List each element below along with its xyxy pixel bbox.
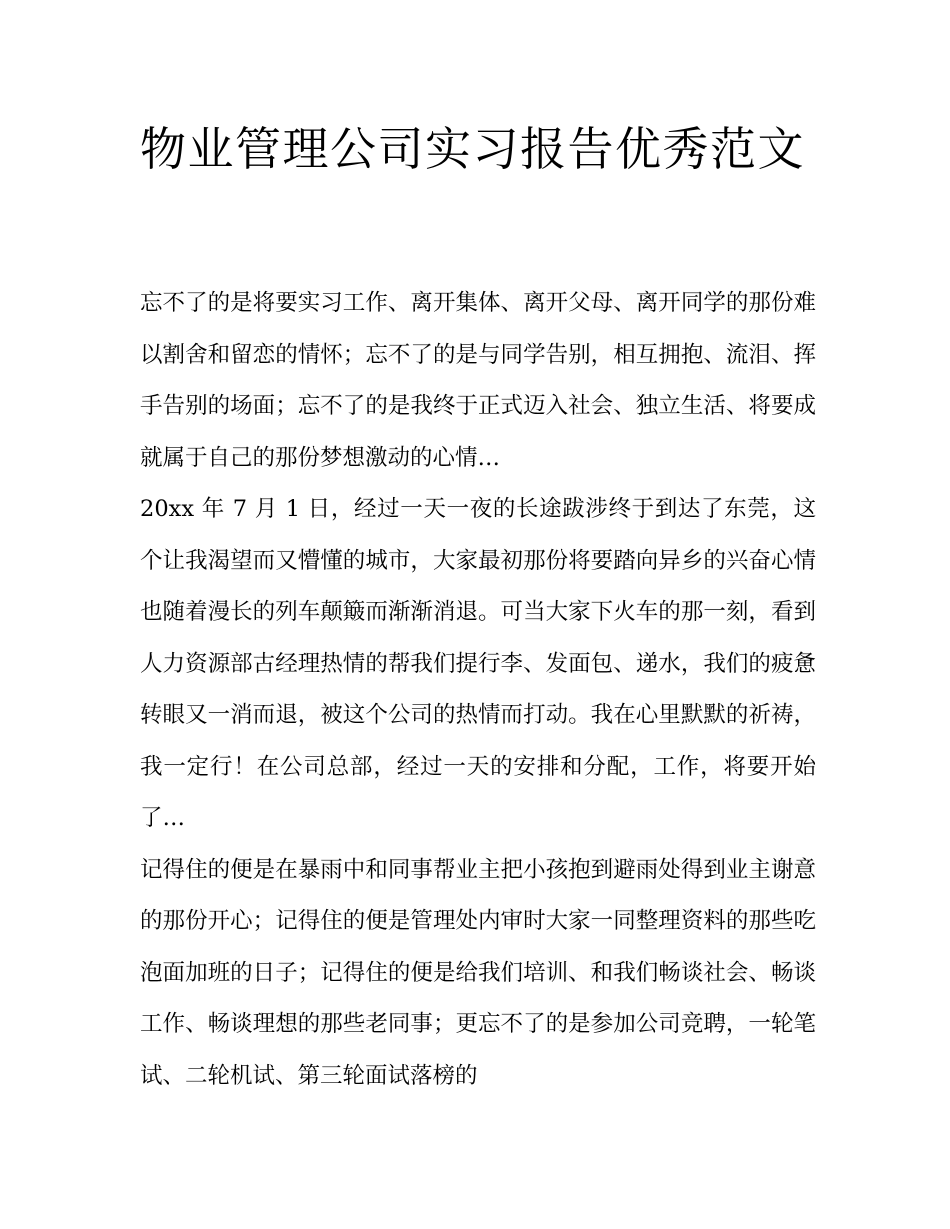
paragraph: 忘不了的是将要实习工作、离开集体、离开父母、离开同学的那份难以割舍和留恋的情怀；忘不了的是与同学告别，相互拥抱、流泪、挥手告别的场面；忘不了的是我终于正式迈入社会、独立生活、将要成就属于自己的那份梦想激动的心情…: [140, 290, 816, 471]
paragraph: 记得住的便是在暴雨中和同事帮业主把小孩抱到避雨处得到业主谢意的那份开心；记得住的便是管理处内审时大家一同整理资料的那些吃泡面加班的日子；记得住的便是给我们培训、和我们畅谈社会、畅谈工作、畅谈理想的那些老同事；更忘不了的是参加公司竞聘，一轮笔试、二轮机试、第三轮面试落榜的: [140, 856, 816, 1089]
document-title: 物业管理公司实习报告优秀范文: [140, 122, 805, 176]
document-body: [140, 278, 816, 1102]
paragraph: 20xx 年 7 月 1 日，经过一天一夜的长途跋涉终于到达了东莞，这个让我渴望而又懵懂的城市，大家最初那份将要踏向异乡的兴奋心情也随着漫长的列车颠簸而渐渐消退。可当大家下火车的那一刻，看到人力资源部古经理热情的帮我们提行李、发面包、递水，我们的疲惫转眼又一消而退，被这个公司的热情而打动。我在心里默默的祈祷，我一定行！在公司总部，经过一天的安排和分配，工作，将要开始了…: [140, 496, 816, 831]
